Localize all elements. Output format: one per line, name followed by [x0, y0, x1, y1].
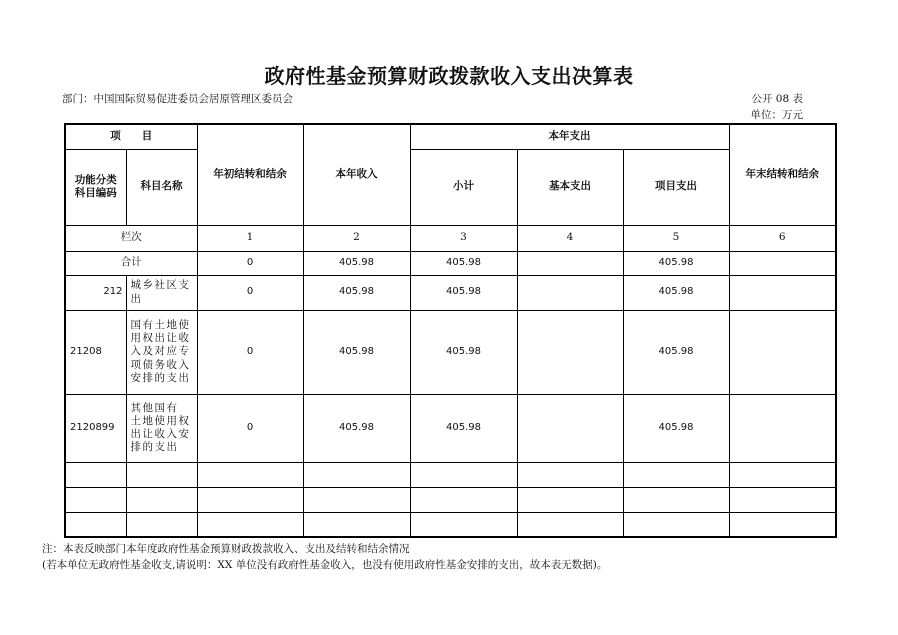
header-func-code: 功能分类 科目编码	[65, 149, 126, 225]
empty-row	[65, 487, 836, 512]
row-income: 405.98	[303, 275, 410, 310]
row-subtotal: 405.98	[410, 394, 517, 462]
header-closing-balance: 年末结转和结余	[729, 124, 836, 225]
row-opening: 0	[197, 394, 303, 462]
row-basic	[517, 394, 623, 462]
row-code: 2120899	[65, 394, 126, 462]
row-opening: 0	[197, 310, 303, 394]
empty-row	[65, 462, 836, 487]
header-income: 本年收入	[303, 124, 410, 225]
total-project: 405.98	[623, 251, 729, 275]
row-subject-name: 国有土地使 用权出让收 入及对应专 项债务收入 安排的支出	[126, 310, 197, 394]
page-title: 政府性基金预算财政拨款收入支出决算表	[264, 64, 634, 88]
row-code: 21208	[65, 310, 126, 394]
row-subtotal: 405.98	[410, 310, 517, 394]
total-subtotal: 405.98	[410, 251, 517, 275]
header-basic-expense: 基本支出	[517, 149, 623, 225]
col-index-label: 栏次	[65, 225, 197, 251]
row-project: 405.98	[623, 310, 729, 394]
col-index-6: 6	[729, 225, 836, 251]
header-opening-balance: 年初结转和结余	[197, 124, 303, 225]
header-subject-name: 科目名称	[126, 149, 197, 225]
row-income: 405.98	[303, 394, 410, 462]
col-index-5: 5	[623, 225, 729, 251]
row-subject-name: 城乡社区支 出	[126, 275, 197, 310]
budget-table	[64, 123, 837, 538]
total-label: 合计	[65, 251, 197, 275]
note-line-2: (若本单位无政府性基金收支,请说明：XX 单位没有政府性基金收入，也没有使用政府性基金安排的支出，故本表无数据)。	[42, 559, 608, 571]
header-item: 项 目	[65, 124, 197, 149]
total-income: 405.98	[303, 251, 410, 275]
row-opening: 0	[197, 275, 303, 310]
col-index-1: 1	[197, 225, 303, 251]
col-index-2: 2	[303, 225, 410, 251]
empty-row	[65, 512, 836, 537]
col-index-3: 3	[410, 225, 517, 251]
header-subtotal: 小计	[410, 149, 517, 225]
note-line-1: 注：本表反映部门本年度政府性基金预算财政拨款收入、支出及结转和结余情况	[42, 543, 410, 555]
row-subject-name: 其他国有 土地使用权 出让收入安 排的支出	[126, 394, 197, 462]
unit-label: 单位：万元	[750, 109, 803, 121]
row-closing	[729, 310, 836, 394]
row-closing	[729, 275, 836, 310]
row-subtotal: 405.98	[410, 275, 517, 310]
total-closing	[729, 251, 836, 275]
row-income: 405.98	[303, 310, 410, 394]
row-basic	[517, 310, 623, 394]
header-expense: 本年支出	[410, 124, 729, 149]
total-opening: 0	[197, 251, 303, 275]
col-index-4: 4	[517, 225, 623, 251]
row-closing	[729, 394, 836, 462]
total-basic	[517, 251, 623, 275]
row-code: 212	[65, 275, 126, 310]
form-code: 公开 08 表	[751, 93, 803, 105]
department-label: 部门：中国国际贸易促进委员会居原管理区委员会	[62, 93, 293, 105]
header-project-expense: 项目支出	[623, 149, 729, 225]
row-project: 405.98	[623, 394, 729, 462]
row-basic	[517, 275, 623, 310]
row-project: 405.98	[623, 275, 729, 310]
